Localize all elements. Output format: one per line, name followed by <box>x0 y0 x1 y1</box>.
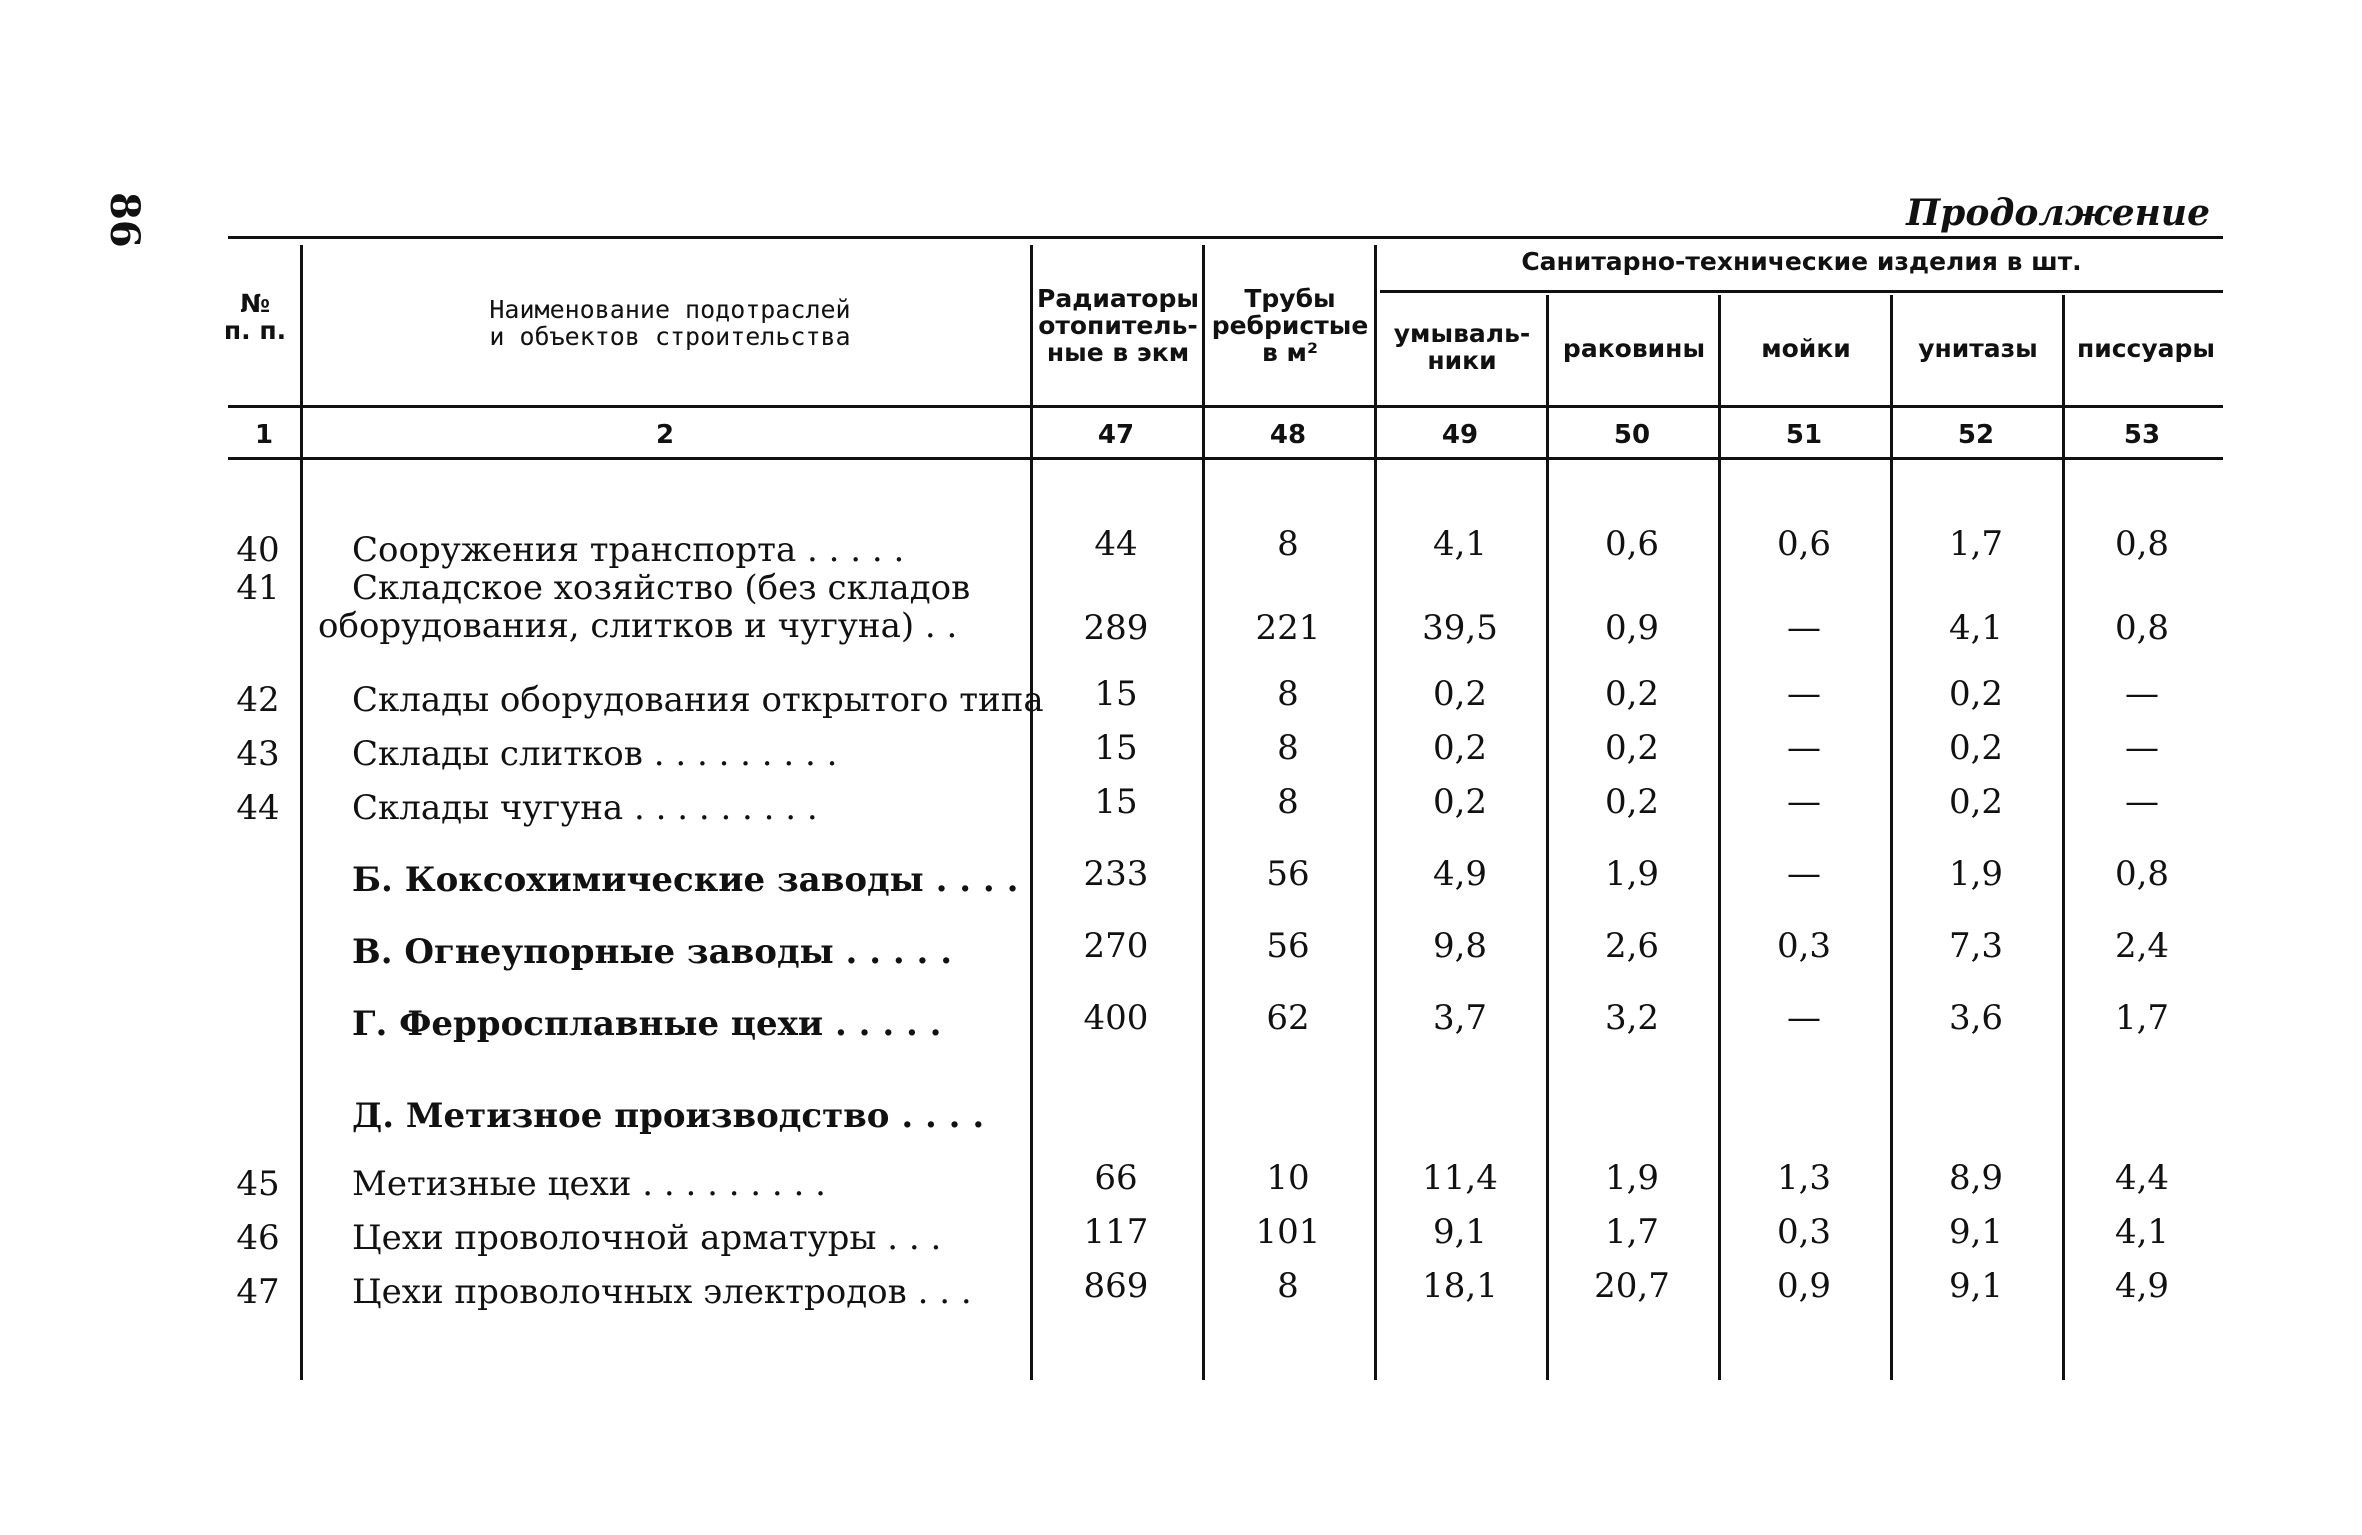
radiators-value: 869 <box>1083 1266 1149 1306</box>
toilets-value: 8,9 <box>1948 1158 2004 1198</box>
kitchen-sinks-value: — <box>1787 728 1821 768</box>
row-name: Склады чугуна . . . . . . . . . <box>352 788 818 828</box>
header-washbasins: умываль- ники <box>1393 319 1531 375</box>
row-name-continued: оборудования, слитков и чугуна) . . <box>318 606 958 646</box>
toilets-value: 9,1 <box>1948 1212 2004 1252</box>
kitchen-sinks-value: 0,6 <box>1776 524 1832 564</box>
sinks-value: 0,2 <box>1604 728 1660 768</box>
row-name: Цехи проволочных электродов . . . <box>352 1272 972 1312</box>
washbasins-value: 9,1 <box>1432 1212 1488 1252</box>
col-number: 50 <box>1613 420 1651 450</box>
radiators-value: 117 <box>1083 1212 1149 1252</box>
toilets-value: 7,3 <box>1948 926 2004 966</box>
section-heading: В. Огнеупорные заводы . . . . . <box>352 932 953 972</box>
urinals-value: 0,8 <box>2114 608 2170 648</box>
sinks-value: 1,9 <box>1604 1158 1660 1198</box>
sinks-value: 0,2 <box>1604 674 1660 714</box>
col-number: 2 <box>655 420 675 450</box>
pipes-value: 62 <box>1266 998 1310 1038</box>
urinals-value: — <box>2125 728 2159 768</box>
row-number: 46 <box>236 1218 280 1258</box>
header-radiators: Радиаторы отопитель- ные в экм <box>1037 284 1199 367</box>
header-pipes: Трубы ребристые в м² <box>1211 284 1369 367</box>
urinals-value: 4,9 <box>2114 1266 2170 1306</box>
washbasins-value: 9,8 <box>1432 926 1488 966</box>
toilets-value: 3,6 <box>1948 998 2004 1038</box>
washbasins-value: 3,7 <box>1432 998 1488 1038</box>
row-number: 45 <box>236 1164 280 1204</box>
row-number: 44 <box>236 788 280 828</box>
kitchen-sinks-value: 1,3 <box>1776 1158 1832 1198</box>
row-name: Склады слитков . . . . . . . . . <box>352 734 838 774</box>
col-divider <box>300 245 303 1380</box>
kitchen-sinks-value: — <box>1787 782 1821 822</box>
urinals-value: 4,4 <box>2114 1158 2170 1198</box>
sinks-value: 20,7 <box>1594 1266 1670 1306</box>
radiators-value: 66 <box>1094 1158 1138 1198</box>
col-number: 47 <box>1097 420 1135 450</box>
washbasins-value: 0,2 <box>1432 728 1488 768</box>
col-number: 1 <box>254 420 274 450</box>
pipes-value: 8 <box>1277 674 1299 714</box>
pipes-value: 8 <box>1277 728 1299 768</box>
section-heading: Г. Ферросплавные цехи . . . . . <box>352 1004 942 1044</box>
washbasins-value: 4,1 <box>1432 524 1488 564</box>
kitchen-sinks-value: 0,3 <box>1776 926 1832 966</box>
row-number: 40 <box>236 530 280 570</box>
urinals-value: 0,8 <box>2114 854 2170 894</box>
urinals-value: — <box>2125 782 2159 822</box>
row-name: Цехи проволочной арматуры . . . <box>352 1218 942 1258</box>
pipes-value: 56 <box>1266 926 1310 966</box>
toilets-value: 1,7 <box>1948 524 2004 564</box>
col-number: 52 <box>1957 420 1995 450</box>
pipes-value: 8 <box>1277 1266 1299 1306</box>
sinks-value: 0,2 <box>1604 782 1660 822</box>
kitchen-sinks-value: 0,3 <box>1776 1212 1832 1252</box>
header-kitchen-sinks: мойки <box>1761 334 1851 363</box>
pipes-value: 56 <box>1266 854 1310 894</box>
header-num: № п. п. <box>223 289 287 345</box>
toilets-value: 0,2 <box>1948 728 2004 768</box>
urinals-value: 4,1 <box>2114 1212 2170 1252</box>
sinks-value: 3,2 <box>1604 998 1660 1038</box>
pipes-value: 8 <box>1277 782 1299 822</box>
pipes-value: 101 <box>1255 1212 1321 1252</box>
kitchen-sinks-value: 0,9 <box>1776 1266 1832 1306</box>
radiators-value: 44 <box>1094 524 1138 564</box>
toilets-value: 0,2 <box>1948 674 2004 714</box>
radiators-value: 233 <box>1083 854 1149 894</box>
sinks-value: 1,9 <box>1604 854 1660 894</box>
col-number: 51 <box>1785 420 1823 450</box>
toilets-value: 9,1 <box>1948 1266 2004 1306</box>
urinals-value: 2,4 <box>2114 926 2170 966</box>
top-rule <box>228 236 2223 239</box>
kitchen-sinks-value: — <box>1787 608 1821 648</box>
numbers-rule <box>228 457 2223 460</box>
col-number: 49 <box>1441 420 1479 450</box>
kitchen-sinks-value: — <box>1787 854 1821 894</box>
sinks-value: 2,6 <box>1604 926 1660 966</box>
row-name: Метизные цехи . . . . . . . . . <box>352 1164 826 1204</box>
radiators-value: 400 <box>1083 998 1149 1038</box>
group-rule <box>1380 290 2223 293</box>
row-name: Сооружения транспорта . . . . . <box>352 530 905 570</box>
washbasins-value: 0,2 <box>1432 674 1488 714</box>
header-rule <box>228 405 2223 408</box>
row-name: Склады оборудования открытого типа <box>352 680 1044 720</box>
toilets-value: 1,9 <box>1948 854 2004 894</box>
section-heading: Д. Метизное производство . . . . <box>352 1096 985 1136</box>
row-number: 42 <box>236 680 280 720</box>
kitchen-sinks-value: — <box>1787 674 1821 714</box>
washbasins-value: 0,2 <box>1432 782 1488 822</box>
sinks-value: 0,9 <box>1604 608 1660 648</box>
col-number: 53 <box>2123 420 2161 450</box>
page-number: 86 <box>101 192 148 248</box>
radiators-value: 15 <box>1094 782 1138 822</box>
header-sinks: раковины <box>1562 334 1706 363</box>
kitchen-sinks-value: — <box>1787 998 1821 1038</box>
urinals-value: 0,8 <box>2114 524 2170 564</box>
pipes-value: 8 <box>1277 524 1299 564</box>
radiators-value: 270 <box>1083 926 1149 966</box>
row-number: 43 <box>236 734 280 774</box>
section-heading: Б. Коксохимические заводы . . . . <box>352 860 1019 900</box>
header-urinals: писсуары <box>2076 334 2216 363</box>
washbasins-value: 18,1 <box>1422 1266 1498 1306</box>
row-number: 41 <box>236 568 280 608</box>
row-number: 47 <box>236 1272 280 1312</box>
radiators-value: 289 <box>1083 608 1149 648</box>
washbasins-value: 39,5 <box>1422 608 1498 648</box>
urinals-value: 1,7 <box>2114 998 2170 1038</box>
pipes-value: 221 <box>1255 608 1321 648</box>
washbasins-value: 4,9 <box>1432 854 1488 894</box>
col-number: 48 <box>1269 420 1307 450</box>
toilets-value: 0,2 <box>1948 782 2004 822</box>
pipes-value: 10 <box>1266 1158 1310 1198</box>
urinals-value: — <box>2125 674 2159 714</box>
header-sanitary-group: Санитарно-технические изделия в шт. <box>1521 247 2082 276</box>
header-name: Наименование подотраслей и объектов строительства <box>489 295 851 351</box>
radiators-value: 15 <box>1094 728 1138 768</box>
header-toilets: унитазы <box>1918 334 2038 363</box>
row-name: Складское хозяйство (без складов <box>352 568 971 608</box>
sinks-value: 0,6 <box>1604 524 1660 564</box>
sinks-value: 1,7 <box>1604 1212 1660 1252</box>
washbasins-value: 11,4 <box>1422 1158 1498 1198</box>
toilets-value: 4,1 <box>1948 608 2004 648</box>
radiators-value: 15 <box>1094 674 1138 714</box>
continued-label: Продолжение <box>1906 192 2210 234</box>
